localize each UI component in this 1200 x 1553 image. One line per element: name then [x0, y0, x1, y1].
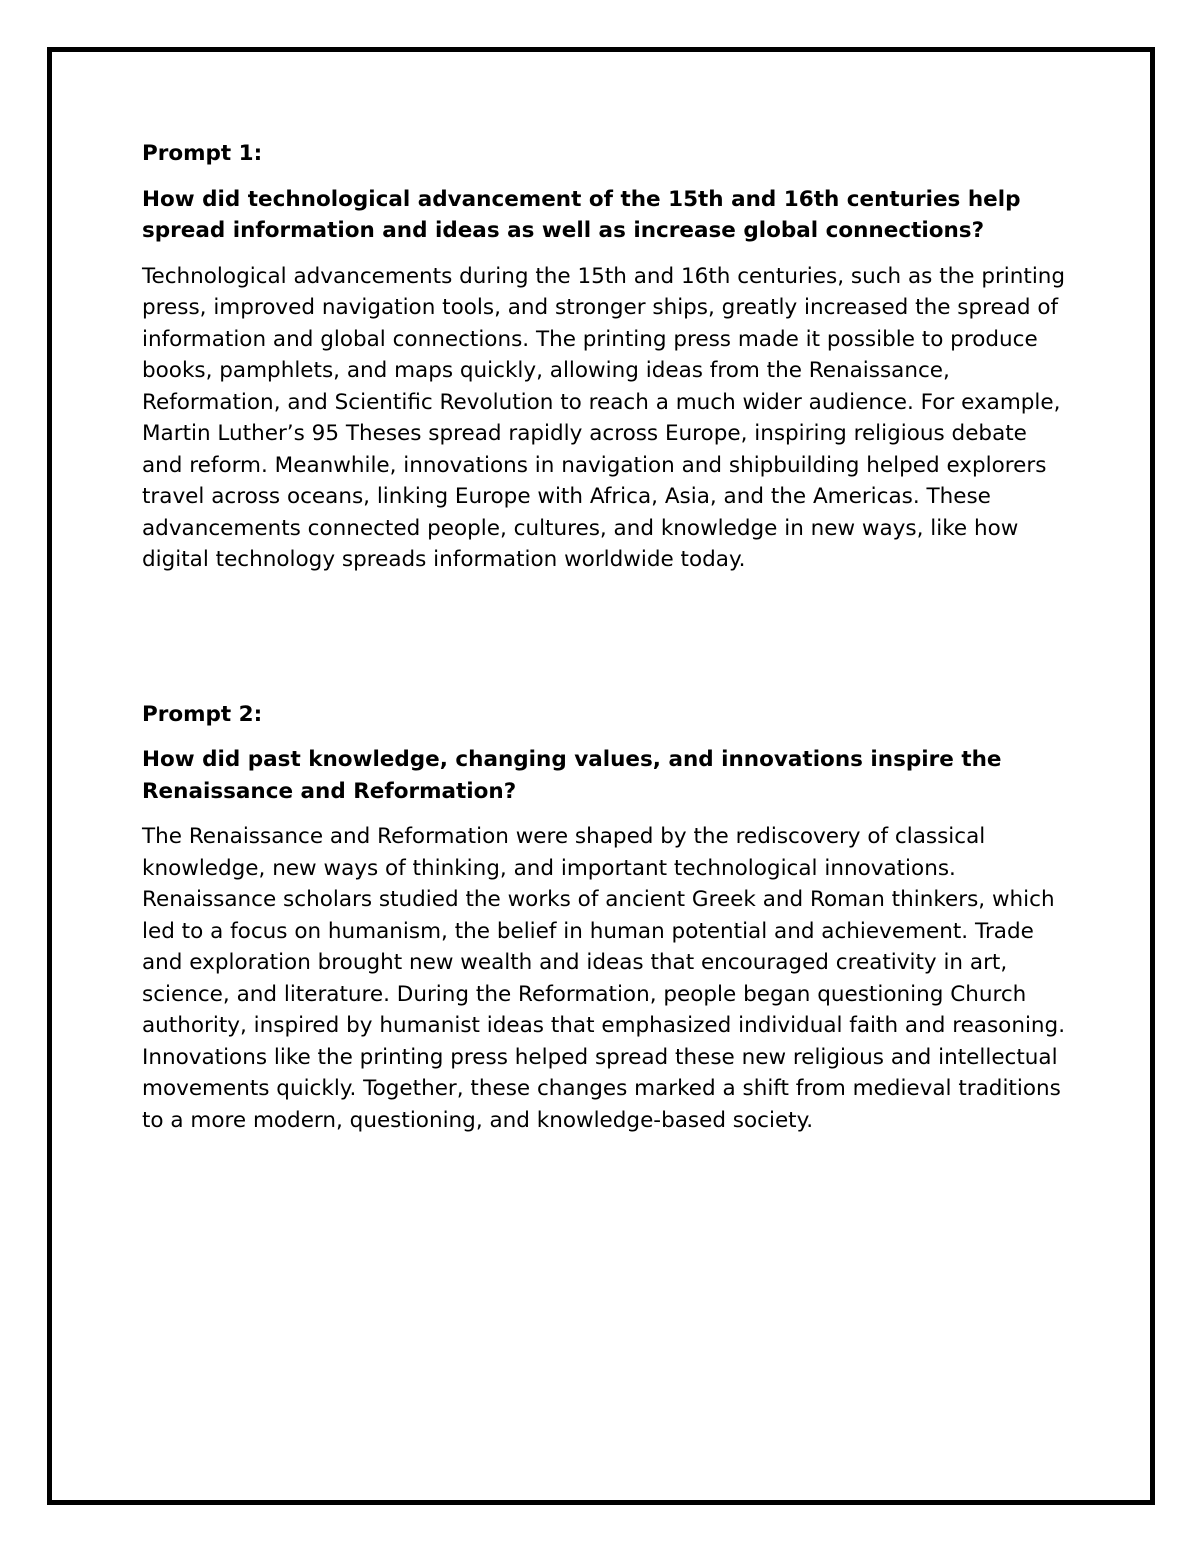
- prompt-2-answer: The Renaissance and Reformation were shaped by the rediscovery of classical knowledge, new ways of thinking, and important technological innovations. Renaissance scholars studied the works of ancient Greek and Roman thinkers, which led to a focus on humanism, the belief in human potential and achievement. Trade and exploration brought new wealth and ideas that encouraged creativity in art, science, and literature. During the Reformation, people began questioning Church authority, inspired by humanist ideas that emphasized individual faith and reasoning. Innovations like the printing press helped spread these new religious and intellectual movements quickly. Together, these changes marked a shift from medieval traditions to a more modern, questioning, and knowledge-based society.: [142, 824, 1066, 1133]
- prompt-1-answer: Technological advancements during the 15th and 16th centuries, such as the printing press, improved navigation tools, and stronger ships, greatly increased the spread of information and global connections. The printing press made it possible to produce books, pamphlets, and maps quickly, allowing ideas from the Renaissance, Reformation, and Scientific Revolution to reach a much wider audience. For example, Martin Luther’s 95 Theses spread rapidly across Europe, inspiring religious debate and reform. Meanwhile, innovations in navigation and shipbuilding helped explorers travel across oceans, linking Europe with Africa, Asia, and the Americas. These advancements connected people, cultures, and knowledge in new ways, like how digital technology spreads information worldwide today.: [142, 263, 1066, 572]
- prompt-2-question: How did past knowledge, changing values, and innovations inspire the Renaissance and Reformation?: [142, 747, 1002, 804]
- prompt-section-1: [142, 138, 1072, 576]
- prompt-1-question: How did technological advancement of the 15th and 16th centuries help spread information and ideas as well as increase global connections?: [142, 186, 1021, 243]
- prompt-1-label: Prompt 1:: [142, 141, 263, 166]
- prompt-2-label: Prompt 2:: [142, 701, 263, 727]
- document-content: [142, 138, 1072, 1136]
- prompt-section-2: [142, 699, 1072, 1137]
